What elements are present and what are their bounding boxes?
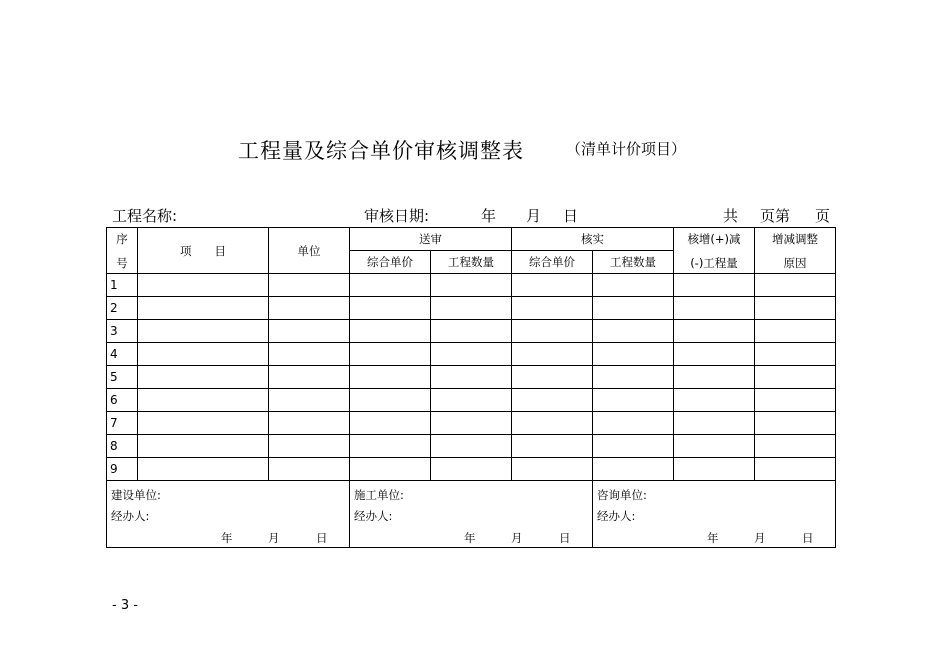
- signature-handler-label: 经办人:: [111, 509, 150, 523]
- page-subtitle: （清单计价项目）: [566, 140, 687, 158]
- header-unit: 单位: [269, 228, 350, 274]
- row-number: 1: [107, 274, 138, 297]
- header-submitted-price: 综合单价: [350, 251, 431, 274]
- header-seq-bottom: 号: [116, 255, 128, 270]
- table-row: [107, 297, 836, 320]
- signature-day: 日: [559, 531, 571, 545]
- signature-row: [107, 481, 836, 548]
- header-verified-qty: 工程数量: [593, 251, 674, 274]
- header-change-bottom: (-)工程量: [690, 255, 738, 270]
- header-change: [674, 228, 755, 274]
- review-date-year: 年: [481, 207, 497, 225]
- header-item: 项 目: [138, 228, 269, 274]
- review-date-day: 日: [563, 207, 579, 225]
- header-submitted-qty: 工程数量: [431, 251, 512, 274]
- signature-unit-label: 施工单位:: [354, 488, 404, 502]
- info-line: [0, 205, 950, 227]
- signature-day: 日: [802, 531, 814, 545]
- row-number: 7: [107, 412, 138, 435]
- header-verified-price: 综合单价: [512, 251, 593, 274]
- header-reason-top: 增减调整: [772, 231, 818, 246]
- signature-handler-label: 经办人:: [354, 509, 393, 523]
- page-label: 页: [815, 207, 831, 225]
- header-seq-top: 序: [116, 231, 128, 246]
- row-number: 4: [107, 343, 138, 366]
- title-row: [0, 135, 950, 163]
- review-date-month: 月: [526, 207, 542, 225]
- header-change-top: 核增(+)减: [687, 231, 741, 246]
- signature-day: 日: [316, 531, 328, 545]
- page-number: - 3 -: [112, 598, 138, 613]
- signature-handler-label: 经办人:: [597, 509, 636, 523]
- row-number: 3: [107, 320, 138, 343]
- row-number: 5: [107, 366, 138, 389]
- header-submitted: 送审: [350, 228, 512, 251]
- page-title: 工程量及综合单价审核调整表: [238, 139, 524, 163]
- table-row: [107, 412, 836, 435]
- signature-month: 月: [754, 531, 766, 545]
- review-table: [106, 227, 836, 548]
- header-reason-bottom: 原因: [783, 255, 807, 270]
- table-row: [107, 458, 836, 481]
- row-number: 6: [107, 389, 138, 412]
- signature-consultant: [593, 481, 836, 548]
- table-row: [107, 435, 836, 458]
- total-pages-label: 共: [723, 207, 739, 225]
- page-of-label: 页第: [760, 207, 791, 225]
- header-row-1: [107, 228, 836, 251]
- review-date-label: 审核日期:: [364, 207, 430, 225]
- signature-month: 月: [268, 531, 280, 545]
- signature-year: 年: [464, 531, 476, 545]
- header-verified: 核实: [512, 228, 674, 251]
- signature-unit-label: 咨询单位:: [597, 488, 647, 502]
- table-row: [107, 320, 836, 343]
- header-reason: [755, 228, 836, 274]
- signature-construction-owner: [107, 481, 350, 548]
- row-number: 9: [107, 458, 138, 481]
- signature-year: 年: [707, 531, 719, 545]
- table-row: [107, 389, 836, 412]
- signature-year: 年: [221, 531, 233, 545]
- signature-unit-label: 建设单位:: [111, 488, 161, 502]
- row-number: 8: [107, 435, 138, 458]
- project-name-label: 工程名称:: [112, 207, 178, 225]
- table-row: [107, 343, 836, 366]
- table-row: [107, 366, 836, 389]
- row-number: 2: [107, 297, 138, 320]
- signature-month: 月: [511, 531, 523, 545]
- header-seq: [107, 228, 138, 274]
- table-row: [107, 274, 836, 297]
- signature-contractor: [350, 481, 593, 548]
